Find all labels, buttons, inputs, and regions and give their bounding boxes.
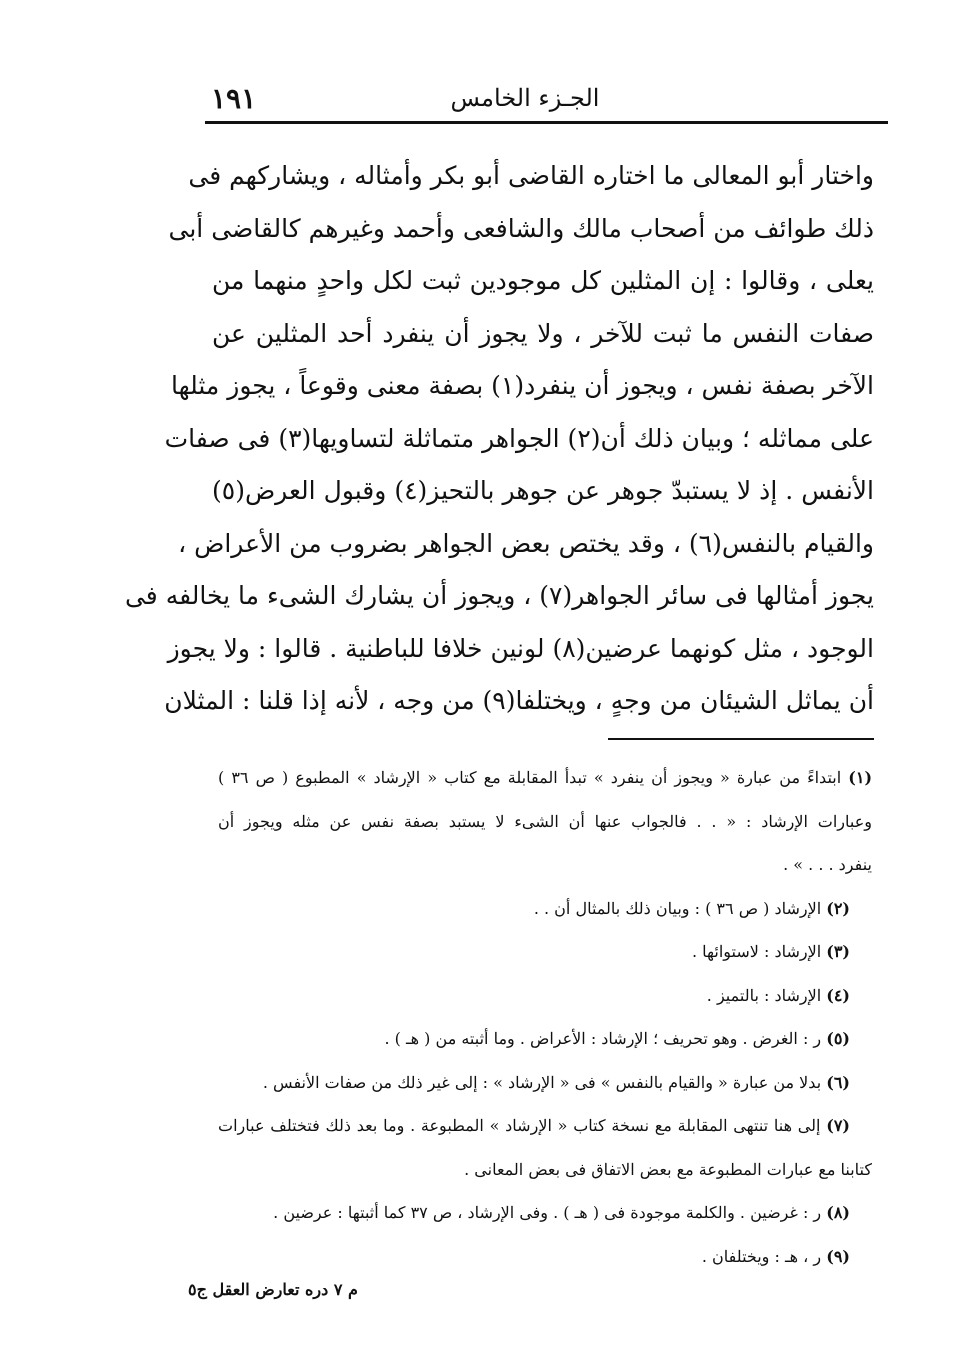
- footnote-number: (٣): [826, 942, 850, 961]
- body-line: صفات النفس ما ثبت للآخر ، ولا يجوز أن ينفرد أحد المثلين عن: [212, 318, 874, 348]
- footnote-text: الإرشاد ( ص ٣٦ ) : وبيان ذلك بالمثال أن . .: [533, 898, 822, 918]
- header-rule: [205, 121, 888, 124]
- printer-signature: م ٧ دره تعارض العقل ج٥: [188, 1280, 358, 1299]
- footnote-text: ر : الغرض . وهو تحريف ؛ الإرشاد : الأعراض . وما أثبته من ( هـ ) .: [384, 1029, 822, 1048]
- footnote-8: [218, 1193, 872, 1237]
- body-line: والقيام بالنفس(٦) ، وقد يختص بعض الجواهر بضروب من الأعراض ،: [178, 528, 874, 558]
- footnote-text: إلى هنا تنتهى المقابلة مع نسخة كتاب « الإرشاد » المطبوعة . وما بعد ذلك فتختلف عبارات: [218, 1116, 821, 1135]
- body-line: يعلى ، وقالوا : إن المثلين كل موجودين ثبت لكل واحدٍ منهما من: [212, 266, 874, 295]
- body-line: أن يماثل الشيئان من وجهٍ ، ويختلفا(٩) من وجه ، لأنه إذا قلنا : المثلان: [164, 686, 874, 715]
- footnote-text: بدلا من عبارة « والقيام بالنفس » فى « الإرشاد » : إلى غير ذلك من صفات الأنفس .: [262, 1072, 822, 1092]
- footnotes-section: [218, 758, 872, 1280]
- footnote-separator: [608, 738, 874, 740]
- footnote-number: (٦): [826, 1072, 850, 1092]
- footnote-1: [218, 758, 872, 802]
- footnote-number: (٨): [826, 1203, 850, 1222]
- body-line: يجوز أمثالها فى سائر الجواهر(٧) ، ويجوز أن يشارك الشىء ما يخالفه فى: [124, 581, 874, 610]
- footnote-1-continuation: وعبارات الإرشاد : « . . فالجواب عنها أن الشىء لا يستبد بصفة نفس عن مثله ويجوز أن: [218, 811, 873, 831]
- footnote-7-continuation: كتابنا مع عبارات المطبوعة مع بعض الاتفاق فى بعض المعانى .: [464, 1159, 872, 1179]
- page-number: ١٩١: [211, 82, 257, 115]
- footnote-number: (٩): [826, 1246, 850, 1266]
- body-line: الآخر بصفة نفس ، ويجوز أن ينفرد(١) بصفة معنى وقوعاً ، يجوز مثلها: [170, 371, 874, 400]
- footnote-5: [218, 1019, 872, 1063]
- footnote-text: ابتداءً من عبارة « ويجوز أن ينفرد » تبدأ المقابلة مع كتاب « الإرشاد » المطبوع ( ص ٣٦ ): [218, 768, 842, 787]
- footnote-7: [218, 1106, 872, 1150]
- footnote-number: (٥): [826, 1029, 850, 1048]
- footnote-text: الإرشاد : لاستوائها .: [691, 942, 822, 961]
- body-line: ذلك طوائف من أصحاب مالك والشافعى وأحمد وغيرهم كالقاضى أبى: [168, 213, 874, 243]
- footnote-number: (٤): [826, 985, 850, 1005]
- footnote-9: [218, 1237, 872, 1281]
- body-line: على مماثله ؛ وبيان ذلك أن(٢) الجواهر متماثلة لتساويها(٣) فى صفات: [164, 423, 874, 453]
- body-line: الوجود ، مثل كونهما عرضين(٨) لونين خلافا للباطنية . قالوا : ولا يجوز: [167, 633, 874, 663]
- body-line: الأنفس . إذ لا يستبدّ جوهر عن جوهر بالتحيز(٤) وقبول العرض(٥): [212, 476, 874, 505]
- footnote-3: [218, 932, 872, 976]
- footnote-2: [218, 889, 872, 933]
- footnote-number: (٧): [826, 1116, 850, 1135]
- footnote-number: (٢): [826, 898, 850, 918]
- main-body-text: [124, 150, 874, 728]
- body-line: واختار أبو المعالى ما اختاره القاضى أبو بكر وأمثاله ، ويشاركهم فى: [188, 161, 874, 190]
- footnote-number: (١): [848, 768, 873, 787]
- footnote-text: الإرشاد : بالتميز .: [706, 985, 822, 1005]
- footnote-1-continuation: ينفرد . . . » .: [783, 855, 872, 874]
- footnote-6: [218, 1063, 872, 1107]
- footnote-text: ر ، هـ : ويختلفان .: [701, 1246, 822, 1266]
- page-header: [205, 76, 888, 116]
- running-title: الجـزء الخامس: [450, 84, 600, 112]
- footnote-text: ر : غرضين . والكلمة موجودة فى ( هـ ) . وفى الإرشاد ، ص ٣٧ كما أثبتها : عرضين .: [273, 1203, 822, 1222]
- footnote-4: [218, 976, 872, 1020]
